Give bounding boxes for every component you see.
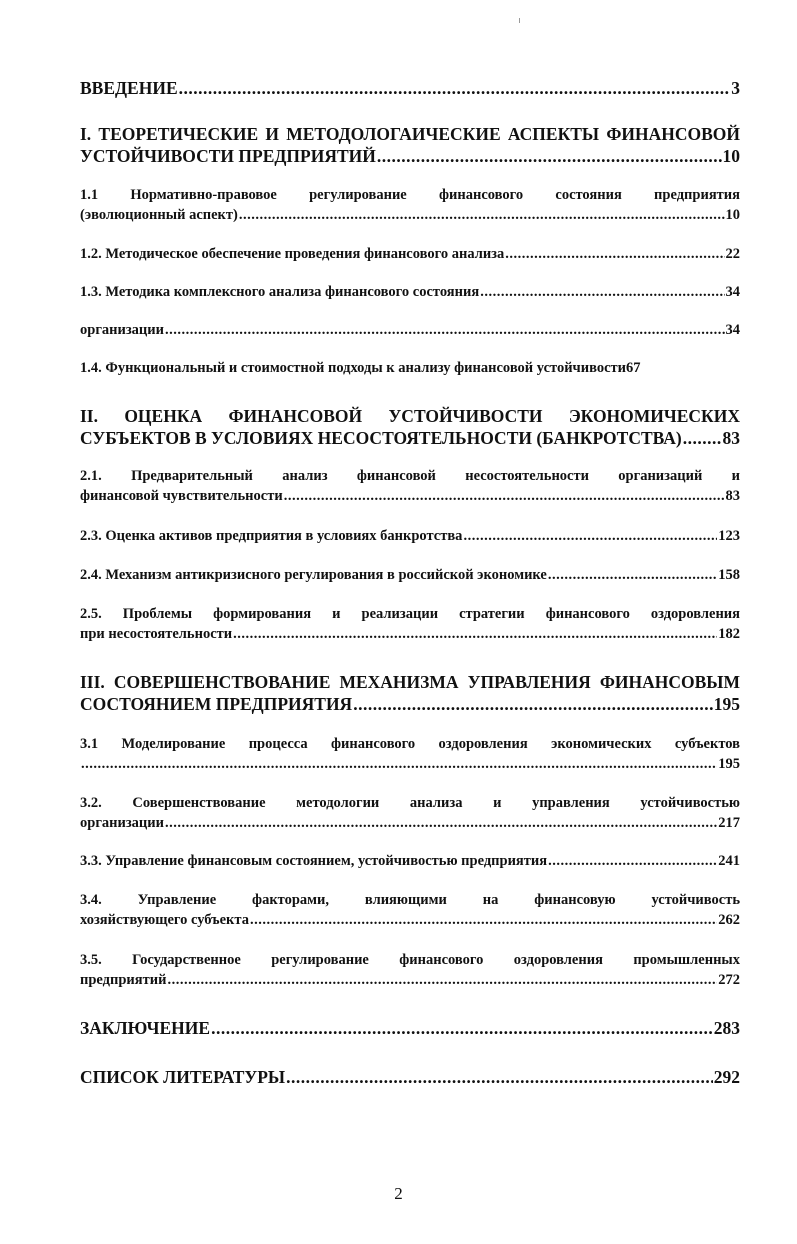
toc-entry-title-line1: II. ОЦЕНКА ФИНАНСОВОЙ УСТОЙЧИВОСТИ ЭКОНОМИЧЕСКИХ: [80, 406, 740, 426]
toc-entry-page: 34: [725, 284, 740, 300]
dot-leader: [548, 565, 717, 585]
toc-entry-title-line1: 3.4. Управление факторами, влияющими на финансовую устойчивость: [80, 892, 740, 908]
toc-entry-page: 217: [718, 815, 740, 831]
toc-entry-title: 3.3. Управление финансовым состоянием, устойчивостью предприятия: [80, 853, 548, 869]
dot-leader: [683, 427, 722, 449]
toc-entry-1-3-cont[interactable]: [80, 320, 740, 340]
toc-entry-conclusion[interactable]: [80, 1017, 740, 1039]
toc-entry-page: 292: [713, 1067, 740, 1087]
dot-leader: [286, 1066, 713, 1088]
toc-entry-title-line1: 3.2. Совершенствование методологии анализа и управления устойчивостью: [80, 795, 740, 811]
dot-leader: [165, 320, 725, 340]
toc-entry-title-line2: СУБЪЕКТОВ В УСЛОВИЯХ НЕСОСТОЯТЕЛЬНОСТИ (БАНКРОТСТВА): [80, 428, 682, 448]
toc-entry-title-line2: организации: [80, 815, 164, 831]
toc-entry-page: 83: [722, 428, 740, 448]
toc-entry-title-line1: 1.1 Нормативно-правовое регулирование финансового состояния предприятия: [80, 187, 740, 203]
toc-entry-title: ЗАКЛЮЧЕНИЕ: [80, 1018, 211, 1038]
toc-entry-page: 158: [718, 567, 740, 583]
toc-entry-title-line2: УСТОЙЧИВОСТИ ПРЕДПРИЯТИЙ: [80, 146, 376, 166]
toc-entry-page: 10: [722, 146, 740, 166]
toc-entry-bibliography[interactable]: [80, 1066, 740, 1088]
toc-entry-title-line1: I. ТЕОРЕТИЧЕСКИЕ И МЕТОДОЛОГАИЧЕСКИЕ АСПЕКТЫ ФИНАНСОВОЙ: [80, 124, 740, 144]
scan-mark: [519, 18, 520, 23]
dot-leader: [353, 693, 713, 715]
toc-entry-title-line1: 3.5. Государственное регулирование финансового оздоровления промышленных: [80, 952, 740, 968]
toc-entry-title: 1.2. Методическое обеспечение проведения финансового анализа: [80, 246, 505, 262]
toc-entry-1-4[interactable]: [80, 358, 740, 378]
toc-entry-page: 123: [718, 528, 740, 544]
toc-entry-2-1[interactable]: [80, 466, 740, 506]
toc-entry-chapter-1[interactable]: [80, 123, 740, 167]
toc-entry-title-line1: 3.1 Моделирование процесса финансового оздоровления экономических субъектов: [80, 736, 740, 752]
toc-entry-1-1[interactable]: [80, 185, 740, 225]
toc-entry-title: ВВЕДЕНИЕ: [80, 78, 178, 98]
toc-entry-title: 1.4. Функциональный и стоимостной подходы к анализу финансовой устойчивости: [80, 360, 626, 376]
toc-entry-title-line2: финансовой чувствительности: [80, 488, 283, 504]
toc-entry-title: 2.4. Механизм антикризисного регулирования в российской экономике: [80, 567, 547, 583]
toc-entry-3-5[interactable]: [80, 950, 740, 990]
toc-entry-page: 34: [725, 322, 740, 338]
dot-leader: [167, 970, 717, 990]
toc-entry-2-4[interactable]: [80, 565, 740, 585]
dot-leader: [548, 851, 717, 871]
toc-entry-page: 83: [725, 488, 740, 504]
toc-entry-page: 262: [718, 912, 740, 928]
dot-leader: [377, 145, 722, 167]
toc-entry-2-5[interactable]: [80, 604, 740, 644]
toc-entry-3-2[interactable]: [80, 793, 740, 833]
dot-leader: [81, 754, 717, 774]
dot-leader: [239, 205, 725, 225]
toc-entry-page: 283: [713, 1018, 740, 1038]
toc-entry-title: 1.3. Методика комплексного анализа финансового состояния: [80, 284, 480, 300]
toc-entry-title-line1: 2.1. Предварительный анализ финансовой несостоятельности организаций и: [80, 468, 740, 484]
toc-entry-3-4[interactable]: [80, 890, 740, 930]
toc-entry-title-line2: предприятий: [80, 972, 167, 988]
toc-entry-title-line2: (эволюционный аспект): [80, 207, 238, 223]
toc-entry-3-3[interactable]: [80, 851, 740, 871]
toc-entry-page: 10: [725, 207, 740, 223]
toc-entry-chapter-3[interactable]: [80, 671, 740, 715]
toc-entry-title-line2: СОСТОЯНИЕМ ПРЕДПРИЯТИЯ: [80, 694, 353, 714]
toc-entry-title-line1: III. СОВЕРШЕНСТВОВАНИЕ МЕХАНИЗМА УПРАВЛЕНИЯ ФИНАНСОВЫМ: [80, 672, 740, 692]
toc-entry-title-line2: хозяйствующего субъекта: [80, 912, 249, 928]
toc-entry-chapter-2[interactable]: [80, 405, 740, 449]
toc-entry-page: 195: [718, 756, 740, 772]
toc-entry-page: 22: [725, 246, 740, 262]
dot-leader: [463, 526, 717, 546]
toc-entry-page: 241: [718, 853, 740, 869]
toc-entry-page: 272: [718, 972, 740, 988]
toc-entry-2-3[interactable]: [80, 526, 740, 546]
toc-entry-title: 2.3. Оценка активов предприятия в условиях банкротства: [80, 528, 463, 544]
toc-entry-title-line2: при несостоятельности: [80, 626, 233, 642]
dot-leader: [480, 282, 724, 302]
toc-entry-3-1[interactable]: [80, 734, 740, 774]
toc-entry-title: организации: [80, 322, 164, 338]
dot-leader: [505, 244, 724, 264]
toc-entry-1-3[interactable]: [80, 282, 740, 302]
toc-entry-1-2[interactable]: [80, 244, 740, 264]
page-number: 2: [394, 1184, 403, 1203]
toc-entry-page: 195: [713, 694, 740, 714]
dot-leader: [165, 813, 717, 833]
dot-leader: [284, 486, 725, 506]
toc-entry-page: 182: [718, 626, 740, 642]
toc-entry-title-line1: 2.5. Проблемы формирования и реализации стратегии финансового оздоровления: [80, 606, 740, 622]
toc-entry-introduction[interactable]: [80, 77, 740, 99]
dot-leader: [233, 624, 717, 644]
toc-entry-page: 3: [731, 78, 740, 98]
dot-leader: [179, 77, 731, 99]
toc-entry-page: 67: [625, 360, 641, 376]
dot-leader: [250, 910, 717, 930]
dot-leader: [211, 1017, 713, 1039]
toc-entry-title: СПИСОК ЛИТЕРАТУРЫ: [80, 1067, 286, 1087]
